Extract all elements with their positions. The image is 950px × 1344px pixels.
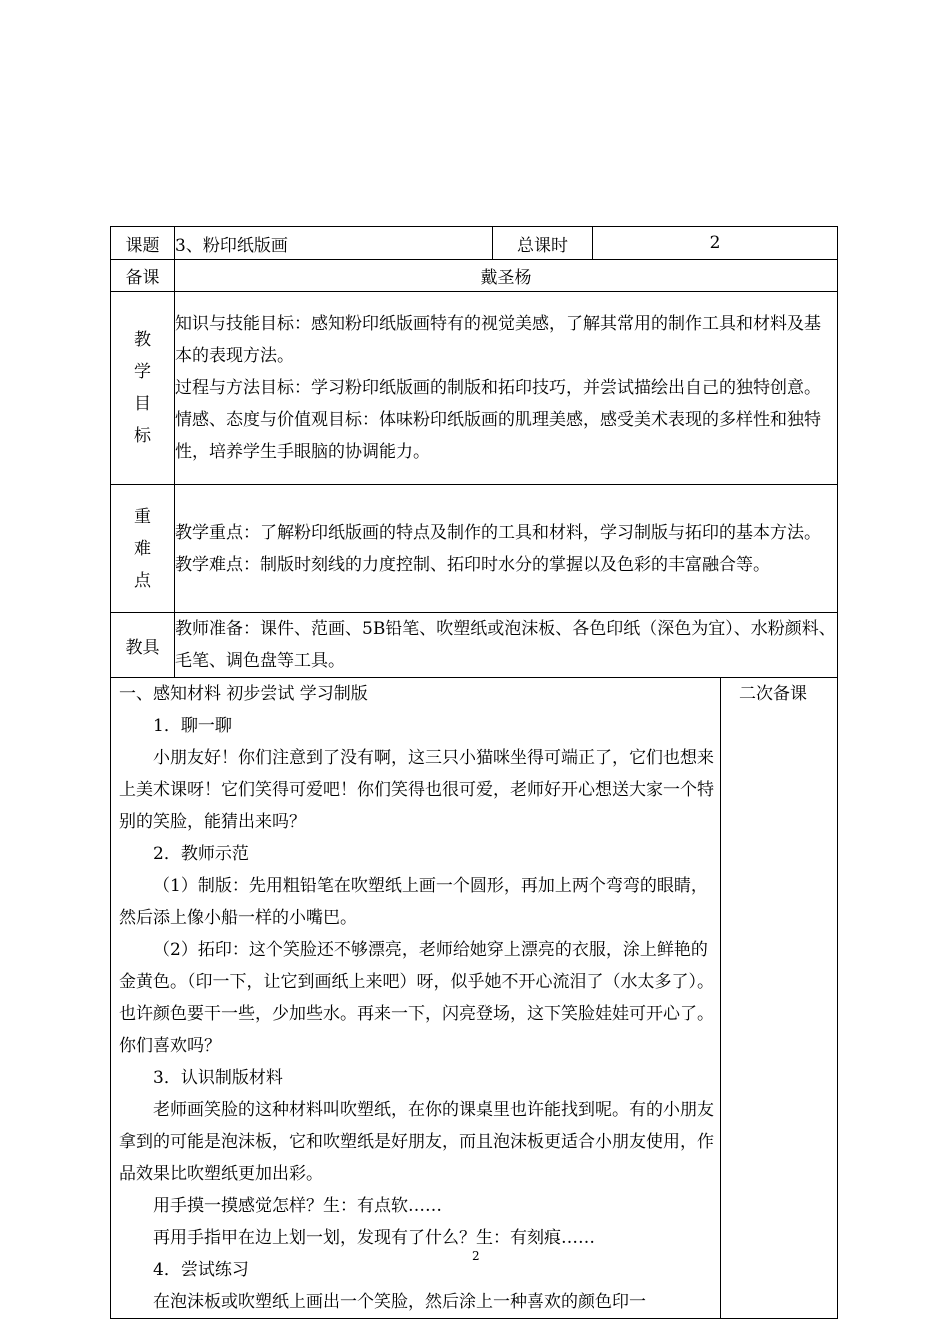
second-prep-label: 二次备课 <box>739 684 807 704</box>
lesson-plan-sheet <box>110 226 837 1319</box>
item2-step-plate: （1）制版：先用粗铅笔在吹塑纸上画一个圆形，再加上两个弯弯的眼睛，然后添上像小船一样的小嘴巴。 <box>119 876 708 928</box>
item1-title: 1．聊一聊 <box>153 716 232 736</box>
tools-label: 教具 <box>111 613 175 678</box>
objectives-label-char: 标 <box>134 426 151 446</box>
item2-step-print: （2）拓印：这个笑脸还不够漂亮，老师给她穿上漂亮的衣服，涂上鲜艳的金黄色。（印一下，让它到画纸上来吧）呀，似乎她不开心流泪了（水太多了）。也许颜色要干一些，少加些水。再来一下，闪亮登场，这下笑脸娃娃可开心了。你们喜欢吗？ <box>119 940 714 1056</box>
objectives-label-char: 目 <box>134 394 151 414</box>
item2-title: 2．教师示范 <box>153 844 249 864</box>
item3-text: 老师画笑脸的这种材料叫吹塑纸，在你的课桌里也许能找到呢。有的小朋友拿到的可能是泡沫板，它和吹塑纸是好朋友，而且泡沫板更适合小朋友使用，作品效果比吹塑纸更加出彩。 <box>119 1100 714 1184</box>
objective-process: 过程与方法目标：学习粉印纸版画的制版和拓印技巧，并尝试描绘出自己的独特创意。 <box>175 378 821 398</box>
objectives-label-char: 教 <box>134 330 151 350</box>
prep-label: 备课 <box>111 260 175 292</box>
section-title: 一、感知材料 初步尝试 学习制版 <box>119 684 368 704</box>
process-content <box>111 678 721 1319</box>
row-key-points <box>111 485 838 613</box>
lesson-plan-table <box>110 226 838 1319</box>
key-points-label <box>111 485 175 613</box>
item4-text: 在泡沫板或吹塑纸上画出一个笑脸，然后涂上一种喜欢的颜色印一 <box>153 1292 646 1312</box>
objectives-content <box>175 292 838 485</box>
item3-question-1: 用手摸一摸感觉怎样？生：有点软…… <box>153 1196 442 1216</box>
key-points-label-char: 重 <box>134 506 151 527</box>
key-points-label-char: 点 <box>134 570 151 591</box>
objectives-label <box>111 292 175 485</box>
second-prep-column <box>721 678 838 1319</box>
key-points-label-char: 难 <box>134 538 151 559</box>
topic-value: 3、粉印纸版画 <box>175 227 493 260</box>
tools-content: 教师准备：课件、范画、5B铅笔、吹塑纸或泡沫板、各色印纸（深色为宜）、水粉颜料、毛笔、调色盘等工具。 <box>175 613 838 678</box>
item3-question-2: 再用手指甲在边上划一划，发现有了什么？生：有刻痕…… <box>153 1228 595 1248</box>
key-point-difficulty: 教学难点：制版时刻线的力度控制、拓印时水分的掌握以及色彩的丰富融合等。 <box>175 554 770 575</box>
prep-value: 戴圣杨 <box>175 260 838 292</box>
row-process <box>111 678 838 1319</box>
hours-label: 总课时 <box>493 227 593 260</box>
topic-label: 课题 <box>111 227 175 260</box>
row-tools <box>111 613 838 678</box>
hours-value: 2 <box>593 227 838 260</box>
item4-title: 4．尝试练习 <box>153 1260 249 1280</box>
item3-title: 3．认识制版材料 <box>153 1068 283 1088</box>
row-topic <box>111 227 838 260</box>
row-prep <box>111 260 838 292</box>
objective-attitude: 情感、态度与价值观目标：体味粉印纸版画的肌理美感，感受美术表现的多样性和独特性，培养学生手眼脑的协调能力。 <box>175 410 821 462</box>
objective-knowledge: 知识与技能目标：感知粉印纸版画特有的视觉美感，了解其常用的制作工具和材料及基本的表现方法。 <box>175 314 821 366</box>
key-point-focus: 教学重点：了解粉印纸版画的特点及制作的工具和材料，学习制版与拓印的基本方法。 <box>175 522 821 543</box>
page-number: 2 <box>472 1249 480 1263</box>
item1-text: 小朋友好！你们注意到了没有啊，这三只小猫咪坐得可端正了，它们也想来上美术课呀！它们笑得可爱吧！你们笑得也很可爱，老师好开心想送大家一个特别的笑脸，能猜出来吗？ <box>119 748 714 832</box>
row-objectives <box>111 292 838 485</box>
key-points-content <box>175 485 838 613</box>
objectives-label-char: 学 <box>134 362 151 382</box>
